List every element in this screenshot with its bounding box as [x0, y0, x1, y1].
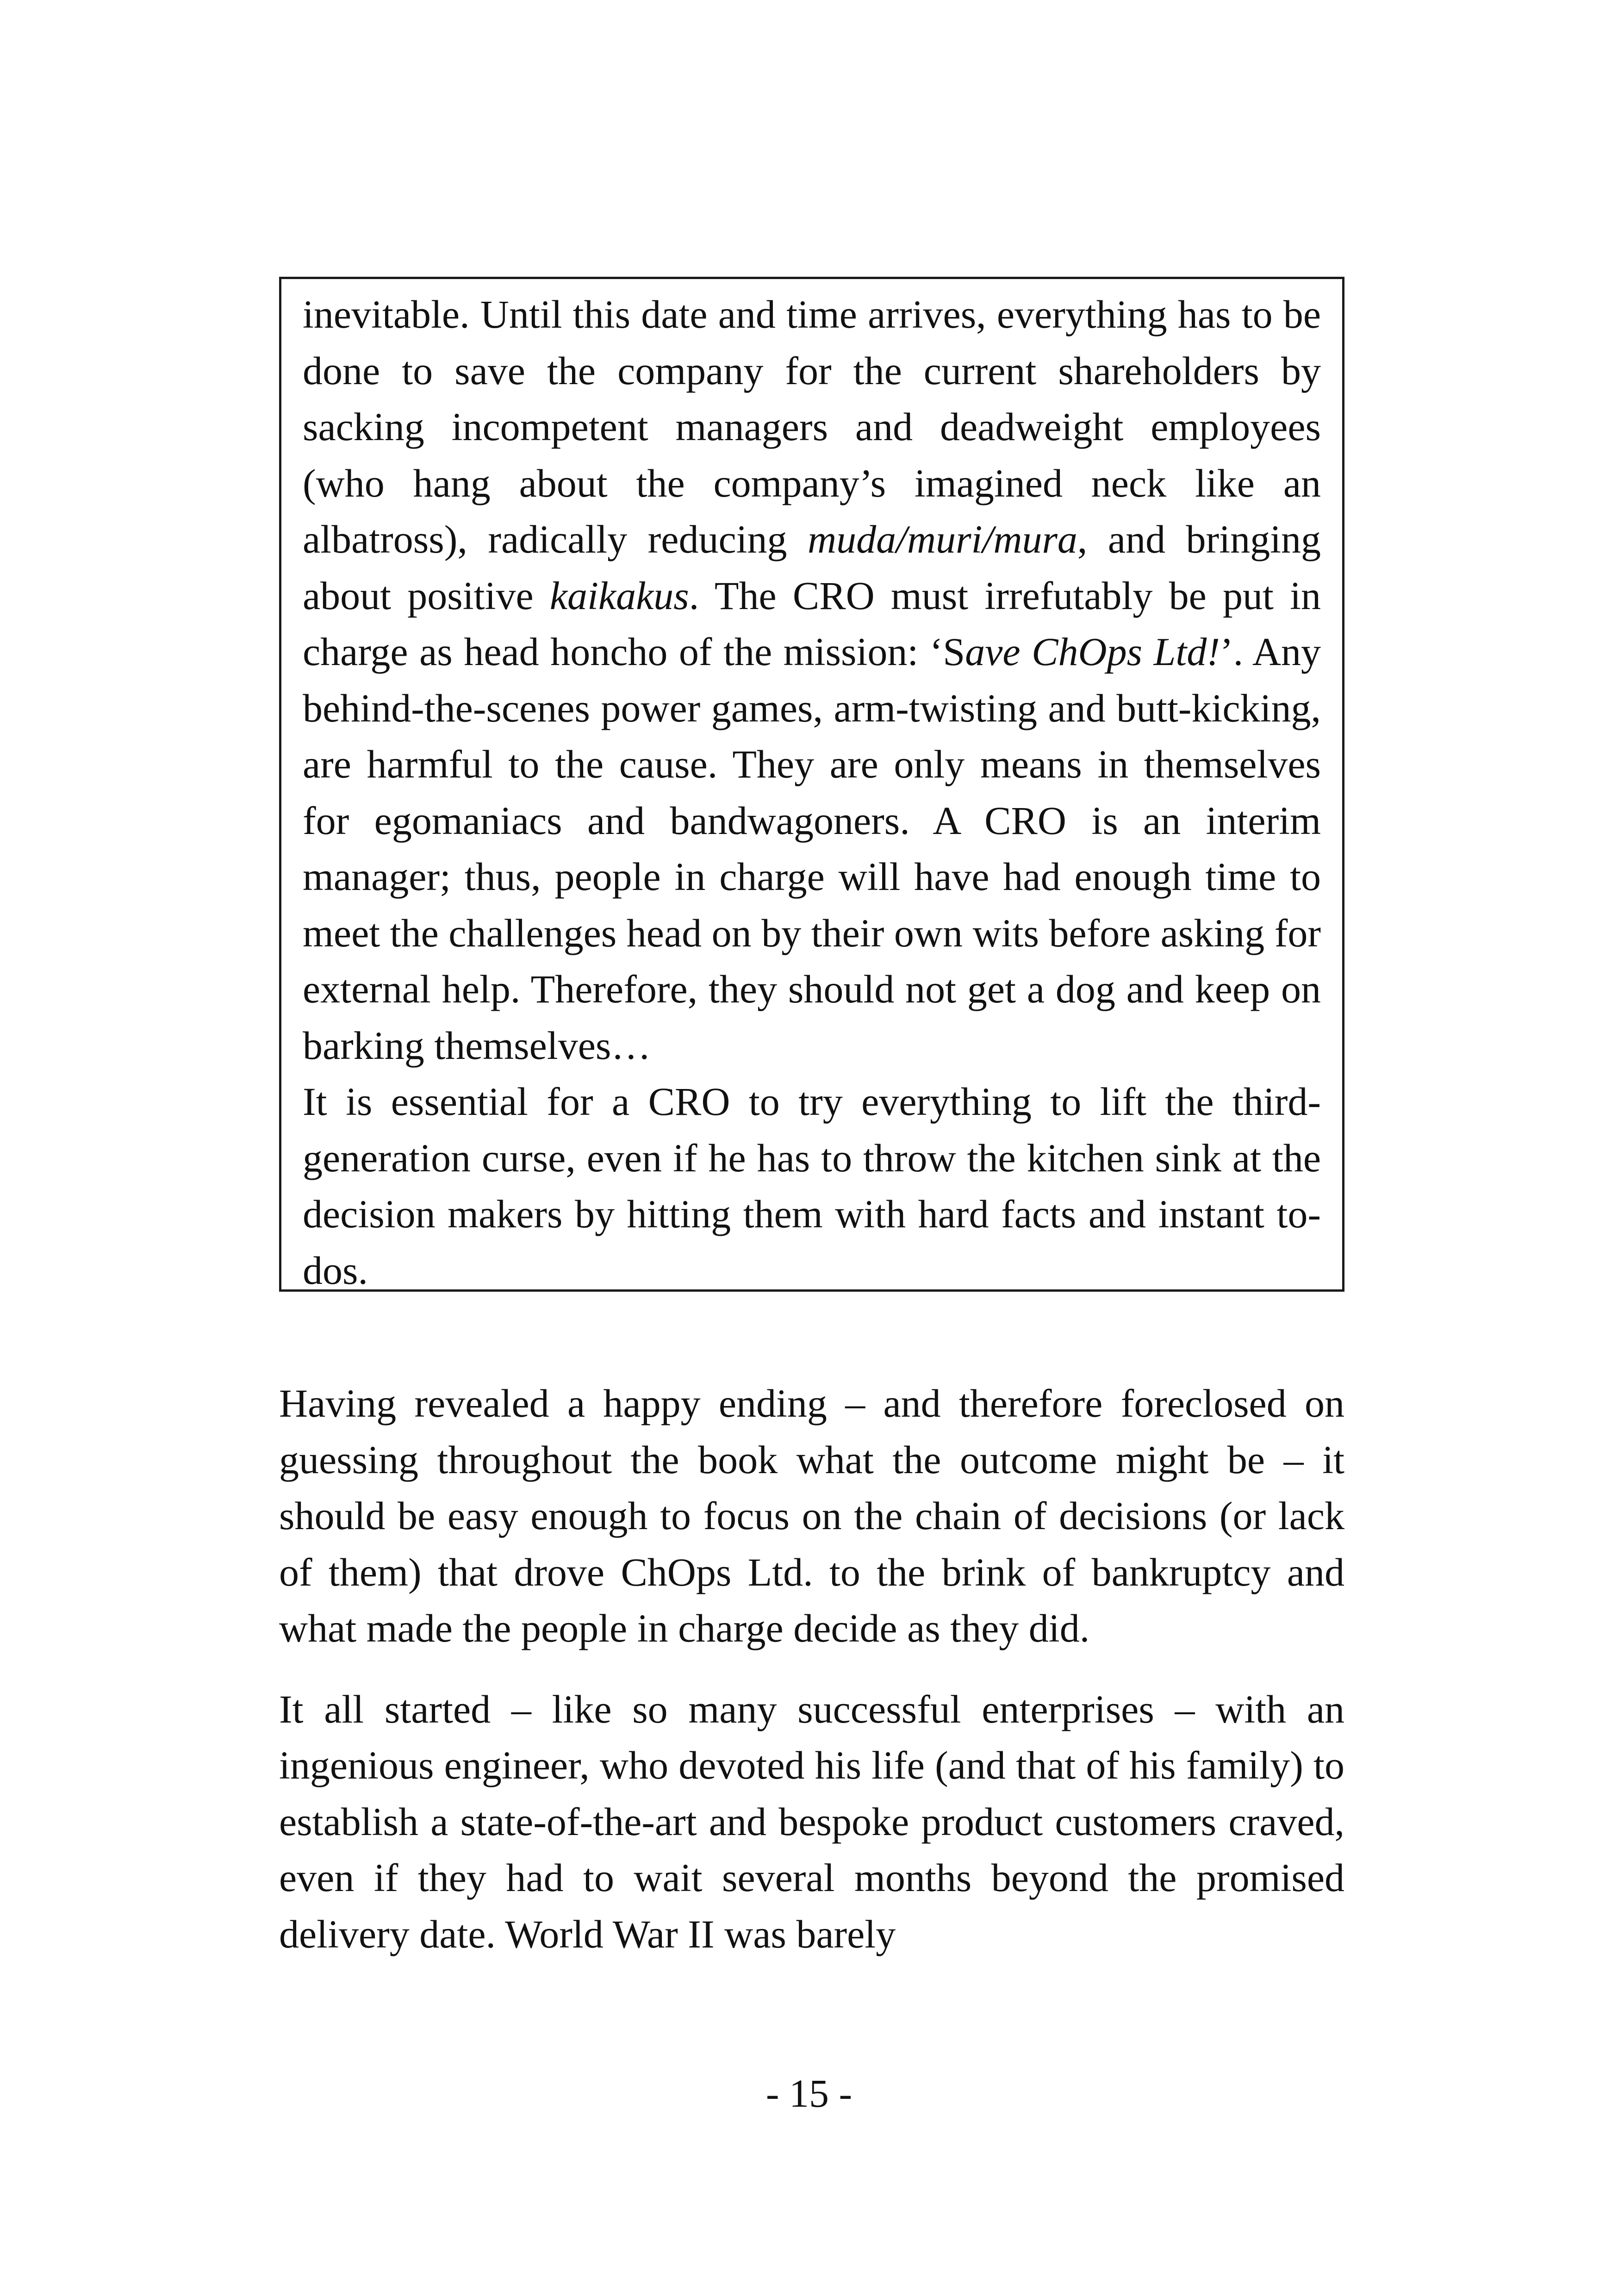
- boxed-p1-text-g: ’. Any behind-the-scenes power games, arm-twisting and butt-kicking, are harmful to the cause. They are only means in themselves for egomaniacs and bandwagoners. A CRO is an interim manager; thus, people in charge will have had enough time to meet the challenges head on by their own wits before asking for external help. Therefore, they should not get a dog and keep on barking themselves…: [303, 629, 1321, 1068]
- boxed-text-frame: [279, 277, 1344, 1292]
- boxed-p1-italic-mission: ave ChOps Ltd!: [965, 629, 1220, 674]
- boxed-p1-text-e: . The CRO must irrefutably be put in charge as head honcho of the mission: ‘S: [303, 573, 1321, 674]
- body-paragraph-2: It all started – like so many successful enterprises – with an ingenious engineer, who devoted his life (and that of his family) to establish a state-of-the-art and bespoke product customers craved, even if they had to wait several months beyond the promised delivery date. World War II was barely: [279, 1686, 1344, 1956]
- boxed-p1-italic-muda: muda/muri/mura: [807, 517, 1077, 561]
- boxed-p1-text-a: inevitable. Until this date and time arrives, everything has to be done to save the company for the current shareholders by sacking incompetent managers and deadweight employees (who hang about the company’s imagined neck like an albatross), radically reducing: [303, 292, 1321, 561]
- boxed-p1-italic-kaikakus: kaikakus: [549, 573, 689, 618]
- body-text: [279, 1375, 1344, 1962]
- boxed-paragraph-1: [303, 286, 1321, 1074]
- page-number: - 15 -: [765, 2071, 853, 2116]
- body-paragraph-1: Having revealed a happy ending – and therefore foreclosed on guessing throughout the book what the outcome might be – it should be easy enough to focus on the chain of decisions (or lack of them) that drove ChOps Ltd. to the brink of bankruptcy and what made the people in charge decide as they did.: [279, 1381, 1344, 1650]
- boxed-p1-text-c: , and bringing about positive: [303, 517, 1321, 618]
- boxed-paragraph-2: It is essential for a CRO to try everything to lift the third-generation curse, even if he has to throw the kitchen sink at the decision makers by hitting them with hard facts and instant to-dos.: [303, 1079, 1321, 1293]
